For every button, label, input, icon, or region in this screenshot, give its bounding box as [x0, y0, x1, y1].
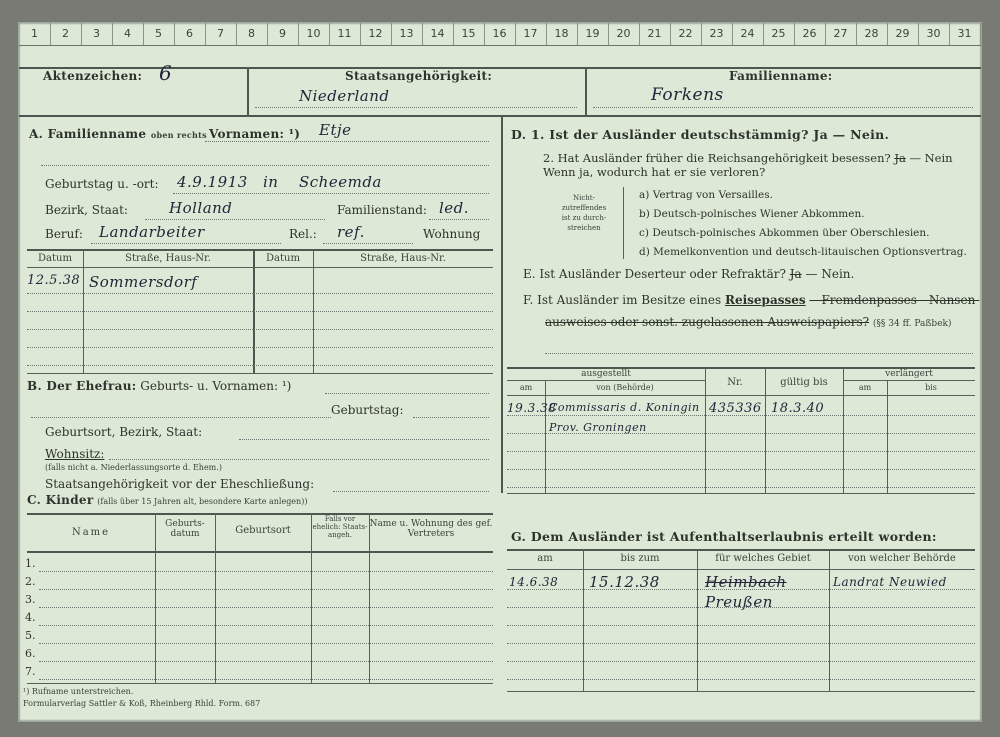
child-row-number: 3. [25, 593, 36, 606]
vornamen-value: Etje [319, 121, 352, 139]
pass-row-behoerde-1: Commissaris d. Koningin [549, 401, 700, 414]
d-question-2 [543, 151, 953, 165]
pass-header-von: von (Behörde) [596, 383, 654, 392]
b-wohnsitz-note: (falls nicht a. Niederlassungsorte d. Ehem.) [45, 463, 222, 472]
ruler-number: 29 [887, 23, 919, 45]
ruler-number: 7 [205, 23, 237, 45]
ruler-number: 12 [360, 23, 392, 45]
g-row-gebiet-2: Preußen [705, 593, 773, 611]
pass-row-date: 19.3.38 [507, 401, 557, 415]
b-geburtsort-label: Geburtsort, Bezirk, Staat: [45, 425, 203, 439]
ruler-number: 10 [298, 23, 330, 45]
f-text-a: F. Ist Ausländer im Besitze eines [523, 293, 722, 307]
c-header-geburtsdatum: Geburts-datum [165, 519, 205, 539]
pass-header-am2: am [858, 383, 872, 392]
familienstand-value: led. [439, 199, 470, 217]
ruler-number: 6 [174, 23, 206, 45]
b-staatsang-label: Staatsangehörigkeit vor der Eheschließung: [45, 477, 315, 491]
ruler-number: 23 [701, 23, 733, 45]
pass-row-gueltig: 18.3.40 [771, 401, 825, 416]
geburtsort-in: in [263, 173, 279, 191]
c-header-staatsang: Falls vor ehelich: Staats-angeh. [312, 515, 368, 539]
rel-label: Rel.: [289, 227, 317, 241]
e-ja: Ja [789, 267, 802, 281]
aktenzeichen-label: Aktenzeichen: [43, 69, 143, 83]
familienname-label: Familienname: [729, 69, 833, 83]
addr-header-datum-2: Datum [266, 253, 300, 264]
c-header [27, 493, 307, 507]
child-row-number: 2. [25, 575, 36, 588]
d-q1-text: D. 1. Ist der Ausländer deutschstämmig? [511, 127, 809, 142]
child-row-number: 1. [25, 557, 36, 570]
g-row-bis: 15.12.38 [589, 573, 660, 591]
bezirk-label: Bezirk, Staat: [45, 203, 128, 217]
child-row-number: 6. [25, 647, 36, 660]
g-header-behoerde: von welcher Behörde [848, 553, 956, 564]
ruler-number: 26 [794, 23, 826, 45]
g-header-bis: bis zum [620, 553, 660, 564]
addr-header-strasse-1: Straße, Haus-Nr. [125, 253, 211, 264]
ruler-number: 9 [267, 23, 299, 45]
c-header-vertreter: Name u. Wohnung des gef. Vertreters [369, 519, 493, 539]
f-ref: (§§ 34 ff. Paßbek) [872, 319, 952, 329]
addr-header-datum-1: Datum [38, 253, 72, 264]
e-nein: — Nein. [805, 267, 855, 281]
geburtstag-value: 4.9.1913 [177, 173, 248, 191]
d-option: b) Deutsch-polnisches Wiener Abkommen. [639, 208, 865, 220]
f-reisepass: Reisepasses [725, 293, 806, 307]
ruler-number: 8 [236, 23, 268, 45]
b-geburts: Geburts- u. Vornamen: ¹) [140, 379, 292, 393]
rel-value: ref. [337, 223, 365, 241]
b-label [27, 379, 291, 393]
ruler-number: 30 [918, 23, 950, 45]
d-q2-ja: Ja [894, 151, 906, 165]
pass-row-nr: 435336 [709, 401, 762, 416]
wohnung-label: Wohnung [423, 227, 481, 241]
g-row-behoerde: Landrat Neuwied [833, 575, 947, 589]
g-row-gebiet-1: Heimbach [705, 573, 787, 591]
child-row-number: 4. [25, 611, 36, 624]
ruler-number: 16 [484, 23, 516, 45]
bezirk-value: Holland [169, 199, 233, 217]
ruler-number: 19 [577, 23, 609, 45]
registration-card [18, 22, 982, 722]
a-title: A. Familienname [29, 127, 147, 141]
child-row-number: 7. [25, 665, 36, 678]
ruler-number: 21 [639, 23, 671, 45]
pass-row-behoerde-2: Prov. Groningen [549, 421, 647, 434]
ruler-number: 5 [143, 23, 175, 45]
addr-header-strasse-2: Straße, Haus-Nr. [360, 253, 446, 264]
d-q2-nein: — Nein [909, 151, 953, 165]
c-title: C. Kinder [27, 493, 94, 507]
pass-header-am: am [519, 383, 533, 392]
staatsangehoerigkeit-value: Niederland [299, 87, 390, 105]
f-fremdenpass: —Fremdenpasses—Nansen- [809, 293, 980, 307]
d-side-note: Nicht-zutreffendes ist zu durch-streichen [561, 194, 607, 232]
addr-row1-date: 12.5.38 [27, 273, 81, 288]
ruler-number: 4 [112, 23, 144, 45]
d-question-1 [511, 127, 889, 142]
addr-row1-street: Sommersdorf [89, 273, 198, 291]
ruler-number: 14 [422, 23, 454, 45]
beruf-value: Landarbeiter [99, 223, 205, 241]
ruler-number: 1 [19, 23, 51, 45]
pass-header-gueltig: gültig bis [780, 377, 828, 388]
f-question-line2 [545, 315, 951, 329]
g-row-am: 14.6.38 [509, 575, 559, 589]
a-oben-rechts: oben rechts [150, 130, 207, 140]
ruler-number: 15 [453, 23, 485, 45]
f-line2: ausweises oder sonst. zugelassenen Ausweispapiers? [545, 315, 870, 329]
ruler-number: 17 [515, 23, 547, 45]
d-option: d) Memelkonvention und deutsch-litauischen Optionsvertrag. [639, 246, 967, 258]
familienname-value: Forkens [651, 85, 724, 105]
ruler-number: 2 [50, 23, 82, 45]
staatsangehoerigkeit-label: Staatsangehörigkeit: [345, 69, 493, 83]
vornamen-label: Vornamen: ¹) [209, 127, 301, 141]
ruler-number: 24 [732, 23, 764, 45]
g-header-am: am [537, 553, 553, 564]
publisher-note: Formularverlag Sattler & Koß, Rheinberg Rhld. Form. 687 [23, 699, 261, 708]
ruler-number: 3 [81, 23, 113, 45]
ruler-number: 28 [856, 23, 888, 45]
geburtsort-value: Scheemda [299, 173, 382, 191]
child-row-number: 5. [25, 629, 36, 642]
d-option: c) Deutsch-polnisches Abkommen über Oberschlesien. [639, 227, 930, 239]
familienstand-label: Familienstand: [337, 203, 427, 217]
beruf-label: Beruf: [45, 227, 83, 241]
d-q1-ja: Ja [813, 127, 828, 142]
ruler-number: 25 [763, 23, 795, 45]
ruler-number: 27 [825, 23, 857, 45]
ruler-number: 13 [391, 23, 423, 45]
c-header-name: Name [71, 527, 111, 538]
c-note: (falls über 15 Jahren alt, besondere Karte anlegen)) [97, 497, 308, 506]
pass-header-nr: Nr. [727, 377, 743, 388]
aktenzeichen-value: 6 [159, 61, 173, 85]
d-option: a) Vertrag von Versailles. [639, 189, 773, 201]
e-question [523, 267, 854, 281]
ruler-number: 20 [608, 23, 640, 45]
pass-header-bis: bis [925, 383, 937, 392]
e-text: E. Ist Ausländer Deserteur oder Refraktär? [523, 267, 786, 281]
f-question-line1 [523, 293, 979, 307]
ruler-number: 18 [546, 23, 578, 45]
pass-header-ausgestellt: ausgestellt [581, 369, 631, 379]
c-header-geburtsort: Geburtsort [235, 525, 291, 536]
geburtstag-label: Geburtstag u. -ort: [45, 177, 159, 191]
d-q2b-text: Wenn ja, wodurch hat er sie verloren? [543, 165, 766, 179]
ruler-number: 31 [949, 23, 981, 45]
ruler-number: 11 [329, 23, 361, 45]
a-familienname-label [29, 127, 207, 141]
ruler-number: 22 [670, 23, 702, 45]
footnote: ¹) Rufname unterstreichen. [23, 687, 134, 696]
number-ruler [19, 23, 981, 46]
b-wohnsitz-label: Wohnsitz: [45, 447, 105, 461]
b-geburtstag-label: Geburtstag: [331, 403, 404, 417]
g-title: G. Dem Ausländer ist Aufenthaltserlaubnis erteilt worden: [511, 529, 937, 544]
pass-header-verlaengert: verlängert [885, 369, 933, 379]
b-title: B. Der Ehefrau: [27, 379, 137, 393]
g-header-gebiet: für welches Gebiet [715, 553, 811, 564]
d-q1-nein: — Nein. [832, 127, 890, 142]
d-q2a-text: 2. Hat Ausländer früher die Reichsangehörigkeit besessen? [543, 151, 891, 165]
